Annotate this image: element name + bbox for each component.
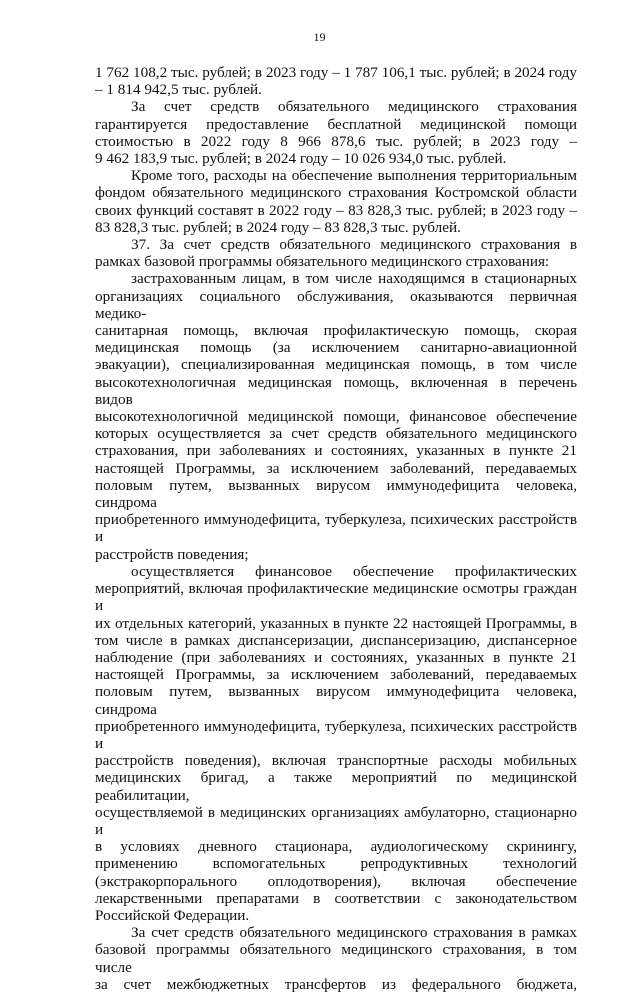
text-line: 37. За счет средств обязательного медицинского страхования в [131, 236, 577, 254]
text-line: приобретенного иммунодефицита, туберкулеза, психических расстройств и [95, 511, 577, 546]
text-line: медицинская помощь (за исключением санитарно-авиационной [95, 339, 577, 357]
text-line: в условиях дневного стационара, аудиологическому скринингу, [95, 838, 577, 856]
text-line: том числе в рамках диспансеризации, диспансеризацию, диспансерное [95, 631, 577, 649]
text-line: базовой программы обязательного медицинского страхования, в том числе [95, 941, 577, 976]
text-line: лекарственными препаратами в соответствии с законодательством [95, 889, 577, 907]
text-line: настоящей Программы, за исключением заболеваний, передаваемых [95, 666, 577, 684]
text-line: наблюдение (при заболеваниях и состояниях, указанных в пункте 21 [95, 648, 577, 666]
text-line: высокотехнологичной медицинской помощи, финансовое обеспечение [95, 408, 577, 426]
text-line: мероприятий, включая профилактические медицинские осмотры граждан и [95, 580, 577, 615]
page-number: 19 [313, 30, 326, 44]
text-line: за счет межбюджетных трансфертов из федерального бюджета, [95, 975, 577, 993]
text-line: настоящей Программы, за исключением заболеваний, передаваемых [95, 459, 577, 477]
body-text [95, 64, 577, 993]
text-line: половым путем, вызванных вирусом иммунодефицита человека, синдрома [95, 683, 577, 718]
text-line: санитарная помощь, включая профилактическую помощь, скорая [95, 322, 577, 340]
text-line: страхования, при заболеваниях и состояниях, указанных в пункте 21 [95, 442, 577, 460]
text-line: их отдельных категорий, указанных в пункте 22 настоящей Программы, в [95, 614, 577, 632]
text-line: застрахованным лицам, в том числе находящимся в стационарных [131, 270, 577, 288]
text-line: За счет средств обязательного медицинского страхования в рамках [131, 924, 577, 942]
text-line: Российской Федерации. [95, 906, 250, 924]
text-line: гарантируется предоставление бесплатной медицинской помощи [95, 115, 577, 133]
text-line: которых осуществляется за счет средств обязательного медицинского [95, 425, 577, 443]
text-line: 9 462 183,9 тыс. рублей; в 2024 году – 10 026 934,0 тыс. рублей. [95, 150, 507, 168]
text-line: осуществляется финансовое обеспечение профилактических [131, 562, 577, 580]
text-line: организациях социального обслуживания, оказываются первичная медико- [95, 287, 577, 322]
text-line: эвакуации), специализированная медицинская помощь, в том числе [95, 356, 577, 374]
text-line: стоимостью в 2022 году 8 966 878,6 тыс. рублей; в 2023 году – [95, 132, 577, 150]
text-line: За счет средств обязательного медицинского страхования [131, 98, 577, 116]
text-line: Кроме того, расходы на обеспечение выполнения территориальным [131, 167, 577, 185]
text-line: 83 828,3 тыс. рублей; в 2024 году – 83 828,3 тыс. рублей. [95, 218, 461, 236]
text-line: расстройств поведения; [95, 545, 249, 563]
text-line: фондом обязательного медицинского страхования Костромской области [95, 184, 577, 202]
text-line: 1 762 108,2 тыс. рублей; в 2023 году – 1 787 106,1 тыс. рублей; в 2024 году [95, 64, 577, 81]
text-line: высокотехнологичная медицинская помощь, включенная в перечень видов [95, 373, 577, 408]
text-line: (экстракорпорального оплодотворения), включая обеспечение [95, 872, 577, 890]
text-line: приобретенного иммунодефицита, туберкулеза, психических расстройств и [95, 717, 577, 752]
text-line: расстройств поведения), включая транспортные расходы мобильных [95, 752, 577, 770]
text-line: половым путем, вызванных вирусом иммунодефицита человека, синдрома [95, 476, 577, 512]
text-line: – 1 814 942,5 тыс. рублей. [95, 81, 262, 99]
text-line: своих функций составят в 2022 году – 83 828,3 тыс. рублей; в 2023 году – [95, 201, 577, 219]
text-line: рамках базовой программы обязательного медицинского страхования: [95, 253, 550, 271]
text-line: медицинских бригад, а также мероприятий по медицинской реабилитации, [95, 769, 577, 804]
text-line: осуществляемой в медицинских организациях амбулаторно, стационарно и [95, 803, 577, 838]
text-line: применению вспомогательных репродуктивных технологий [95, 855, 577, 873]
